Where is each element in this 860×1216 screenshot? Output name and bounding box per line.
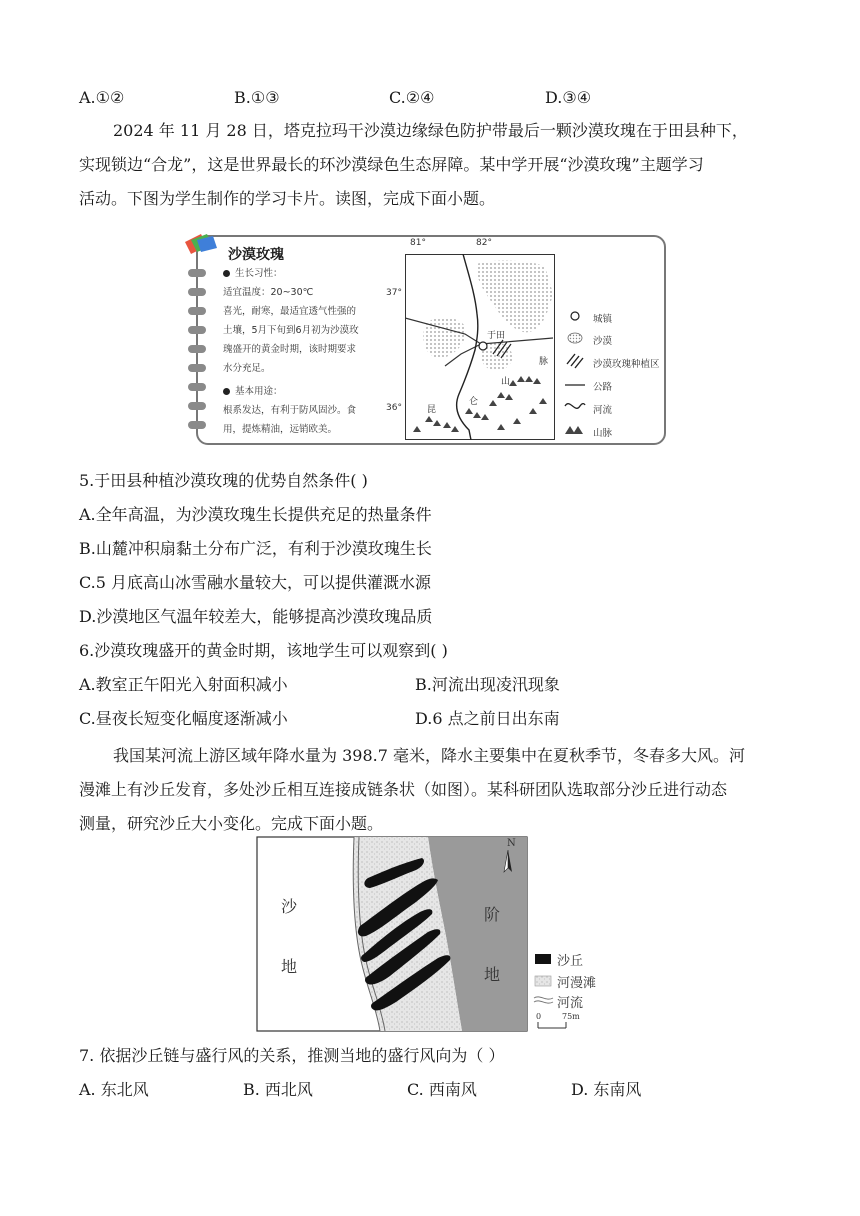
ring [188,345,206,353]
ring [188,326,206,334]
ring [188,364,206,372]
intro1-line1: 2024 年 11 月 28 日，塔克拉玛干沙漠边缘绿色防护带最后一颗沙漠玫瑰在于田县种下， [113,121,748,140]
latitude-36: 36° [386,403,402,413]
habit-line: 适宜温度：20~30℃ [223,287,314,298]
ring [188,402,206,410]
legend-desert: 沙漠 [593,336,613,347]
q6-option-d: D.6 点之前日出东南 [415,709,560,728]
longitude-81: 81° [410,238,426,248]
terrace-label-2: 地 [484,965,501,984]
habit-line: 瑰盛开的黄金时期，该时期要求 [223,344,357,355]
q4-option-d: D.③④ [545,88,592,107]
sandland-label-1: 沙 [281,897,298,916]
q6-stem: 6.沙漠玫瑰盛开的黄金时期，该地学生可以观察到( ) [79,641,448,660]
legend-dune-icon [535,954,551,964]
q6-option-c: C.昼夜长短变化幅度逐渐减小 [79,709,288,728]
ring [188,421,206,429]
q5-option-b: B.山麓冲积扇黏土分布广泛，有利于沙漠玫瑰生长 [79,539,432,558]
legend-mountain: 山脉 [593,428,613,439]
use-line: 用，提炼精油，远销欧美。 [223,424,338,435]
intro2-line1: 我国某河流上游区域年降水量为 398.7 毫米，降水主要集中在夏秋季节，冬春多大风。河 [113,746,745,765]
sandland-label-2: 地 [281,957,298,976]
scale-bar [538,1022,566,1028]
q5-option-a: A.全年高温，为沙漠玫瑰生长提供充足的热量条件 [79,505,432,524]
intro1-line3: 活动。下图为学生制作的学习卡片。读图，完成下面小题。 [79,189,496,208]
ring [188,383,206,391]
use-heading: 基本用途： [235,386,283,397]
town-label: 于田 [487,331,506,341]
legend-river: 河流 [593,405,613,416]
mountain-label: 昆 [427,405,437,415]
river-icon [565,404,585,409]
q6-option-a: A.教室正午阳光入射面积减小 [79,675,288,694]
q4-option-c: C.②④ [389,88,435,107]
yutian-map [405,254,555,440]
latitude-37: 37° [386,288,402,298]
q5-stem: 5.于田县种植沙漠玫瑰的优势自然条件( ) [79,471,368,490]
card-title: 沙漠玫瑰 [228,247,284,263]
intro2-line3: 测量，研究沙丘大小变化。完成下面小题。 [79,814,384,833]
desert-icon [568,333,582,343]
book-icon [183,232,223,258]
legend-town: 城镇 [593,314,613,325]
dune-figure [256,836,616,1032]
q7-stem: 7. 依据沙丘链与盛行风的关系，推测当地的盛行风向为（ ） [79,1046,505,1065]
bullet-icon [223,388,230,395]
intro1-line2: 实现锁边“合龙”，这是世界最长的环沙漠绿色生态屏障。某中学开展“沙漠玫瑰”主题学习 [79,155,704,174]
legend-road: 公路 [593,382,613,393]
planting-zone-icon [567,354,583,368]
q7-option-d: D. 东南风 [571,1080,642,1099]
habit-line: 水分充足。 [223,363,271,374]
scale-length: 75m [562,1012,580,1021]
q7-option-b: B. 西北风 [243,1080,313,1099]
ring [188,269,206,277]
legend-river: 河流 [557,996,584,1011]
legend-floodplain-icon [535,976,551,986]
q5-option-c: C.5 月底高山冰雪融水量较大，可以提供灌溉水源 [79,573,432,592]
terrace-label-1: 阶 [484,905,501,924]
learning-card [183,232,671,448]
mountain-label: 脉 [539,357,549,367]
q5-option-d: D.沙漠地区气温年较差大，能够提高沙漠玫瑰品质 [79,607,433,626]
scale-zero: 0 [536,1012,542,1021]
intro2-line2: 漫滩上有沙丘发育，多处沙丘相互连接成链条状（如图）。某科研团队选取部分沙丘进行动态 [79,780,728,799]
legend-planting-zone: 沙漠玫瑰种植区 [593,359,660,370]
habit-heading: 生长习性： [235,268,283,279]
q6-option-b: B.河流出现凌汛现象 [415,675,560,694]
q7-option-a: A. 东北风 [79,1080,149,1099]
bullet-icon [223,270,230,277]
habit-section [223,264,375,378]
q4-option-b: B.①③ [234,88,280,107]
q7-option-c: C. 西南风 [407,1080,477,1099]
town-icon [571,312,579,320]
use-line: 根系发达，有利于防风固沙。食 [223,405,357,416]
longitude-82: 82° [476,238,492,248]
map-legend-symbols [563,310,587,420]
legend-dune: 沙丘 [557,954,584,969]
mountain-label: 仑 [469,397,479,407]
ring [188,307,206,315]
north-label: N [507,838,516,849]
mountain-icon [563,424,587,436]
legend-river-icon [534,997,553,999]
legend-floodplain: 河漫滩 [557,976,597,991]
town-icon [479,342,487,350]
use-section [223,382,375,439]
ring [188,288,206,296]
mountain-label: 山 [501,377,511,387]
q4-option-a: A.①② [79,88,125,107]
habit-line: 喜光，耐寒，最适宜透气性强的 [223,306,357,317]
habit-line: 土壤，5月下旬到6月初为沙漠玫 [223,325,359,336]
